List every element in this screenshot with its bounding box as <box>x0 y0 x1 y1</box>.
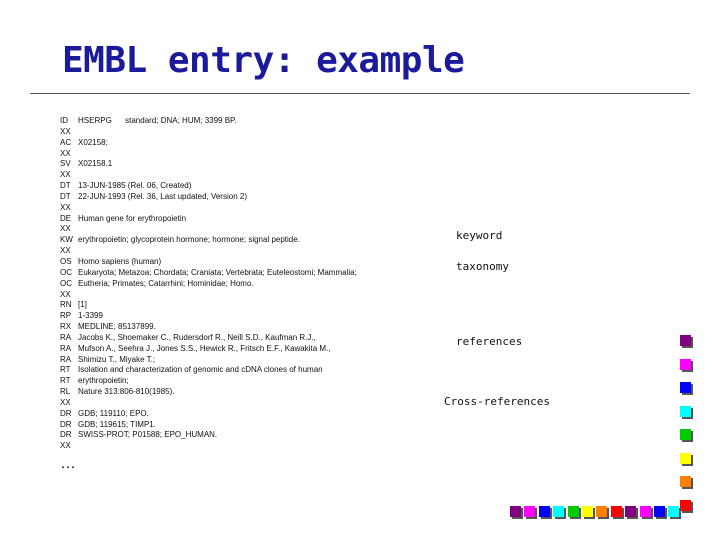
line-text: HSERPG standard; DNA; HUM; 3399 BP. <box>78 116 237 125</box>
entry-line <box>60 355 357 366</box>
line-code: RA <box>60 354 72 364</box>
entry-line <box>60 344 357 355</box>
line-code: RL <box>60 387 71 397</box>
slide-title: EMBL entry: example <box>62 40 465 81</box>
line-code: XX <box>60 289 71 299</box>
decor-square <box>680 453 691 464</box>
line-text: X02158; <box>78 137 108 147</box>
decor-square <box>596 506 607 517</box>
line-text: SWISS-PROT; P01588; EPO_HUMAN. <box>78 430 218 440</box>
line-code: KW <box>60 235 73 245</box>
entry-line <box>60 138 357 149</box>
entry-line <box>60 290 357 301</box>
decor-square <box>680 476 691 487</box>
entry-line <box>60 170 357 181</box>
entry-line <box>60 376 357 387</box>
decor-square <box>680 429 691 440</box>
entry-line <box>60 214 357 225</box>
entry-line <box>60 441 357 452</box>
line-code: RA <box>60 332 72 342</box>
line-code: DR <box>60 430 72 440</box>
entry-line <box>60 159 357 170</box>
line-text: 1-3399 <box>78 311 103 321</box>
decor-square <box>582 506 593 517</box>
line-code: XX <box>60 441 71 451</box>
line-code: OC <box>60 278 72 288</box>
decor-square <box>524 506 535 517</box>
entry-line <box>60 409 357 420</box>
entry-line <box>60 300 357 311</box>
entry-line <box>60 365 357 376</box>
line-code: SV <box>60 159 71 169</box>
decor-square <box>680 500 691 511</box>
line-code: DT <box>60 191 71 201</box>
annotation-cross-references: Cross-references <box>444 395 550 408</box>
decor-square <box>611 506 622 517</box>
line-text: Isolation and characterization of genomic and cDNA clones of human <box>78 365 323 375</box>
line-text: Jacobs K., Shoemaker C., Rudersdorf R., Neill S.D., Kaufman R.J., <box>78 332 316 342</box>
line-text: Eutheria; Primates; Catarrhini; Hominidae; Homo. <box>78 278 254 288</box>
decor-square <box>680 359 691 370</box>
entry-line <box>60 257 357 268</box>
entry-line <box>60 149 357 160</box>
entry-line <box>60 333 357 344</box>
line-text: Eukaryota; Metazoa; Chordata; Craniata; Vertebrata; Euteleostomi; Mammalia; <box>78 267 357 277</box>
decor-square <box>625 506 636 517</box>
line-code: RN <box>60 300 72 310</box>
entry-line <box>60 224 357 235</box>
line-code: RT <box>60 376 71 386</box>
annotation-taxonomy: taxonomy <box>456 260 509 273</box>
entry-line <box>60 387 357 398</box>
line-text: X02158.1 <box>78 159 113 169</box>
entry-line <box>60 203 357 214</box>
entry-line <box>60 420 357 431</box>
line-code: RP <box>60 311 72 321</box>
entry-line <box>60 116 357 127</box>
line-code: XX <box>60 224 71 234</box>
line-code: DR <box>60 408 72 418</box>
line-code: XX <box>60 126 71 136</box>
line-code: RX <box>60 322 72 332</box>
entry-line <box>60 322 357 333</box>
decor-square <box>539 506 550 517</box>
line-code: OC <box>60 267 72 277</box>
line-code: XX <box>60 202 71 212</box>
entry-line <box>60 430 357 441</box>
entry-line <box>60 127 357 138</box>
line-code: XX <box>60 148 71 158</box>
continuation-ellipsis: … <box>60 455 77 472</box>
title-divider <box>30 93 690 94</box>
line-code: XX <box>60 397 71 407</box>
line-code: ID <box>60 116 68 125</box>
embl-entry-listing <box>60 116 357 452</box>
line-text: [1] <box>78 300 87 310</box>
line-code: XX <box>60 170 71 180</box>
decor-square <box>680 335 691 346</box>
line-text: Nature 313:806-810(1985). <box>78 387 175 397</box>
line-text: Shimizu T., Miyake T.; <box>78 354 156 364</box>
decor-square <box>553 506 564 517</box>
line-code: OS <box>60 256 72 266</box>
decor-square <box>654 506 665 517</box>
decor-square <box>680 406 691 417</box>
line-text: Mufson A., Seehra J., Jones S.S., Hewick R., Fritsch E.F., Kawakita M., <box>78 343 331 353</box>
decor-square <box>640 506 651 517</box>
entry-line <box>60 181 357 192</box>
decor-square <box>668 506 679 517</box>
entry-line <box>60 235 357 246</box>
line-text: MEDLINE; 85137899. <box>78 322 156 332</box>
line-text: GDB; 119615; TIMP1. <box>78 419 156 429</box>
line-text: 13-JUN-1985 (Rel. 06, Created) <box>78 181 192 191</box>
line-text: GDB; 119110; EPO. <box>78 408 149 418</box>
line-text: 22-JUN-1993 (Rel. 36, Last updated, Version 2) <box>78 191 247 201</box>
entry-line <box>60 311 357 322</box>
line-text: erythropoietin; glycoprotein hormone; hormone; signal peptide. <box>78 235 300 245</box>
decor-square <box>680 382 691 393</box>
entry-line <box>60 268 357 279</box>
line-text: Homo sapiens (human) <box>78 256 162 266</box>
decor-square <box>568 506 579 517</box>
line-code: DR <box>60 419 72 429</box>
entry-line <box>60 192 357 203</box>
line-code: DT <box>60 181 71 191</box>
line-code: XX <box>60 246 71 256</box>
line-text: Human gene for erythropoietin <box>78 213 187 223</box>
line-code: RA <box>60 343 72 353</box>
entry-line <box>60 246 357 257</box>
decor-square <box>510 506 521 517</box>
entry-line <box>60 279 357 290</box>
line-code: DE <box>60 213 72 223</box>
annotation-keyword: keyword <box>456 229 503 242</box>
line-code: AC <box>60 137 72 147</box>
line-text: erythropoietin; <box>78 376 129 386</box>
line-code: RT <box>60 365 71 375</box>
entry-line <box>60 398 357 409</box>
annotation-references: references <box>456 335 523 348</box>
